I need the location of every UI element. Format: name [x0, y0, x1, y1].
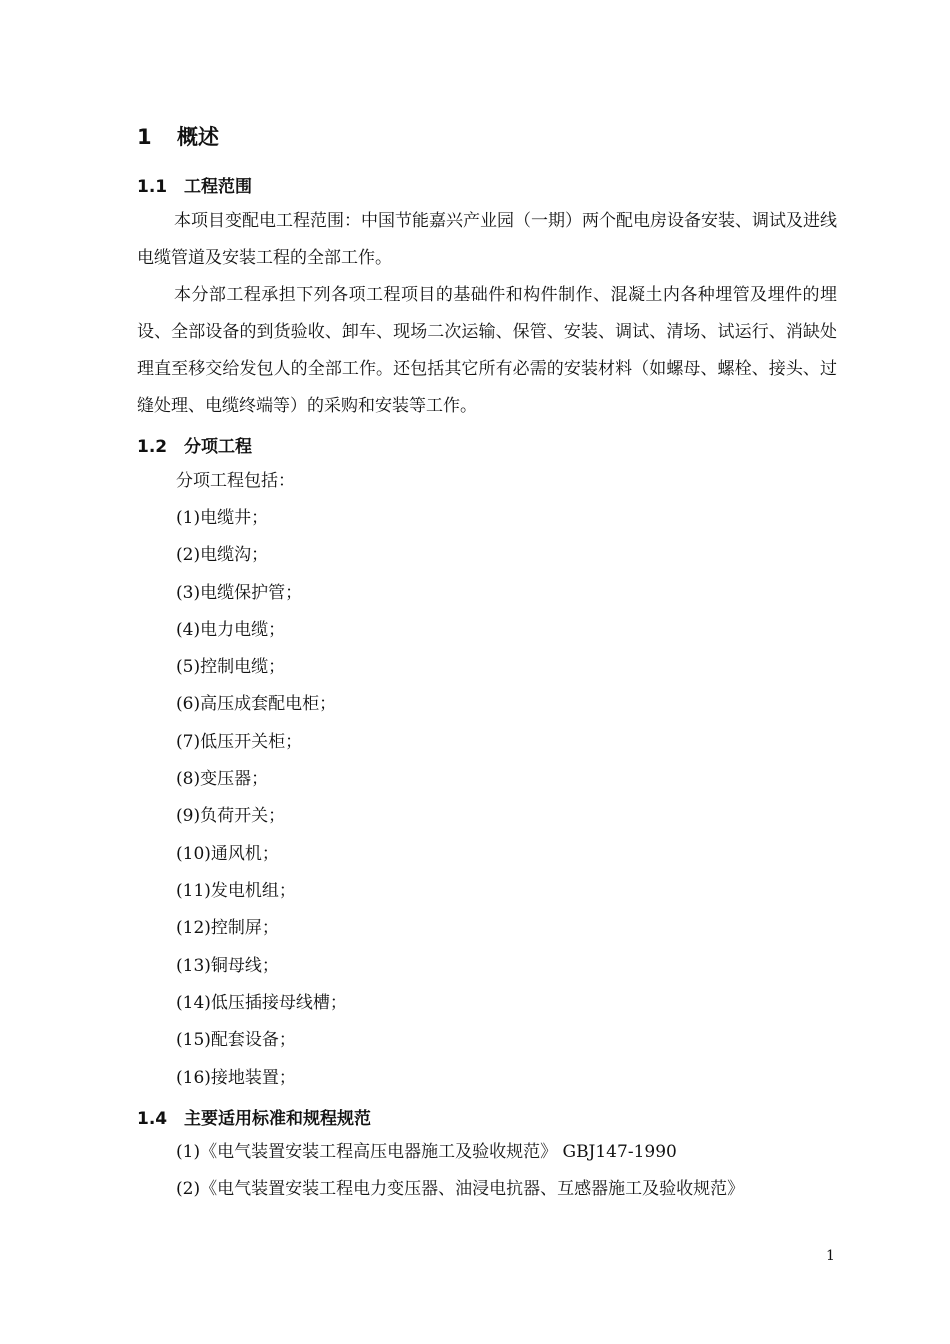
section-number: 1.1 — [137, 177, 168, 197]
chapter-title: 概述 — [177, 125, 219, 149]
section-title: 工程范围 — [184, 177, 252, 197]
list-item: (9)负荷开关； — [176, 806, 286, 826]
chapter-number: 1 — [137, 125, 152, 149]
page-number: 1 — [826, 1248, 835, 1264]
list-item: (14)低压插接母线槽； — [176, 993, 347, 1013]
list-item: (11)发电机组； — [176, 881, 296, 901]
section-title: 分项工程 — [184, 437, 252, 457]
list-item: (1)电缆井； — [176, 508, 269, 528]
list-item: (13)铜母线； — [176, 956, 279, 976]
list-item: (10)通风机； — [176, 844, 279, 864]
section-heading-1-2 — [137, 432, 252, 457]
list-item: (2)电缆沟； — [176, 545, 269, 565]
list-item: (4)电力电缆； — [176, 620, 286, 640]
list-item: (12)控制屏； — [176, 918, 279, 938]
chapter-heading — [137, 121, 219, 151]
list-intro: 分项工程包括： — [176, 471, 295, 491]
standard-item: (1)《电气装置安装工程高压电器施工及验收规范》 GBJ147-1990 — [176, 1142, 677, 1162]
list-item: (8)变压器； — [176, 769, 269, 789]
section-number: 1.2 — [137, 437, 168, 457]
list-item: (6)高压成套配电柜； — [176, 694, 337, 714]
list-item: (15)配套设备； — [176, 1030, 296, 1050]
list-item: (3)电缆保护管； — [176, 583, 303, 603]
section-number: 1.4 — [137, 1109, 168, 1129]
section-title: 主要适用标准和规程规范 — [184, 1109, 371, 1129]
section-heading-1-4 — [137, 1104, 371, 1129]
standard-item: (2)《电气装置安装工程电力变压器、油浸电抗器、互感器施工及验收规范》 — [176, 1179, 745, 1199]
list-item: (16)接地装置； — [176, 1068, 296, 1088]
list-item: (7)低压开关柜； — [176, 732, 303, 752]
work-paragraph: 本分部工程承担下列各项工程项目的基础件和构件制作、混凝土内各种埋管及埋件的埋设、全部设备的到货验收、卸车、现场二次运输、保管、安装、调试、清场、试运行、消缺处理直至移交给发包人的全部工作。还包括其它所有必需的安装材料（如螺母、螺栓、接头、过缝处理、电缆终端等）的采购和安装等工作。 — [137, 285, 837, 416]
section-heading-1-1 — [137, 172, 252, 197]
scope-paragraph: 本项目变配电工程范围：中国节能嘉兴产业园（一期）两个配电房设备安装、调试及进线电缆管道及安装工程的全部工作。 — [137, 211, 837, 268]
list-item: (5)控制电缆； — [176, 657, 286, 677]
